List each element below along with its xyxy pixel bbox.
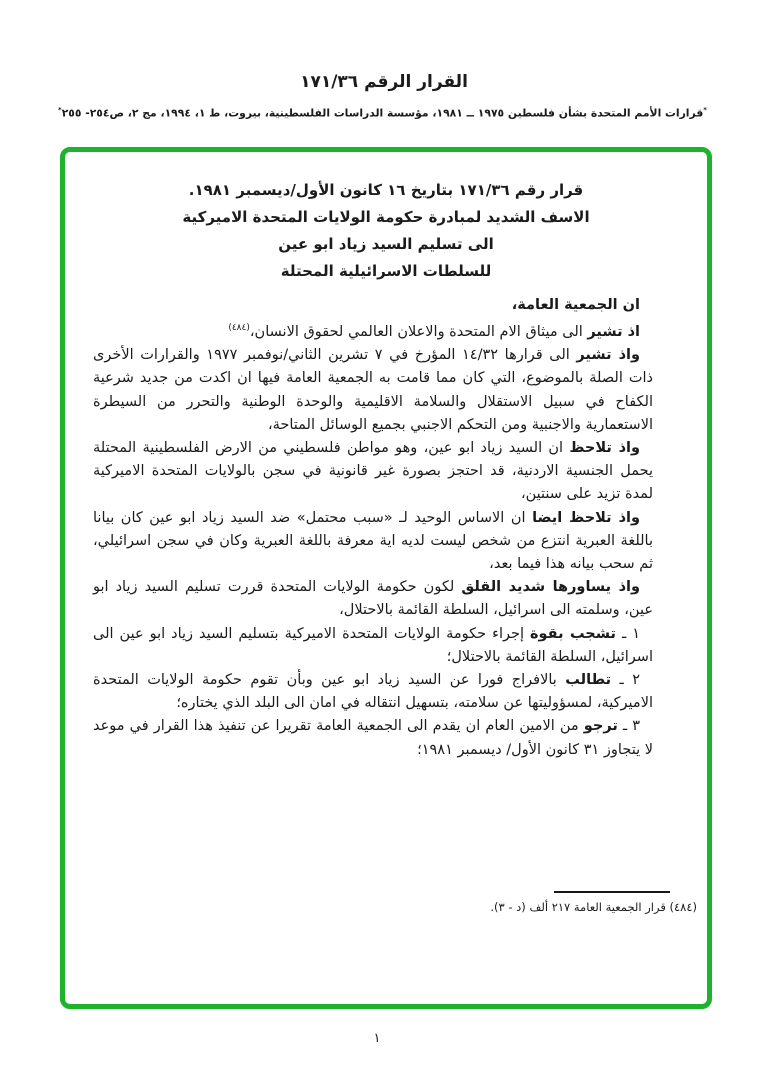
paragraph-lead: واذ تلاحظ ايضا (532, 509, 640, 526)
paragraph-lead: تشجب بقوة (529, 625, 616, 642)
resolution-body (65, 152, 707, 762)
paragraph-lead: ترجو (583, 718, 618, 735)
resolution-paragraph: واذ تلاحظ ان السيد زياد ابو عين، وهو مواطن فلسطيني من الارض الفلسطينية المحتلة يحمل الجنسية الاردنية، قد احتجز بصورة غير قانونية في سجن بالولايات المتحدة الاميركية لمدة تزيد على سنتين، (93, 440, 653, 503)
paragraph-lead: واذ تشير (576, 347, 640, 364)
item-number: ١ ـ (615, 625, 640, 642)
heading-line: قرار رقم ١٧١/٣٦ بتاريخ ١٦ كانون الأول/ديسمبر ١٩٨١. (188, 181, 584, 199)
page-number: ١ (373, 1031, 381, 1046)
citation-asterisk-end: * (58, 106, 62, 114)
footnote-divider (554, 891, 670, 893)
resolution-paragraph: واذ تلاحظ ايضا ان الاساس الوحيد لـ «سبب محتمل» ضد السيد زياد ابو عين كان بيانا باللغة العبرية انتزع من شخص ليست لديه اية معرفة باللغة العبرية وكان في سجن اسرائيلي، ثم سحب بيانه هذا فيما بعد، (93, 509, 653, 573)
resolution-paragraph (93, 294, 653, 317)
paragraph-lead: واذ يساورها شديد القلق (461, 579, 640, 596)
heading-line: الى تسليم السيد زياد ابو عين (278, 235, 494, 253)
citation-asterisk-start: * (703, 106, 707, 114)
source-citation (0, 106, 765, 120)
paragraph-lead: اذ تشير (587, 324, 640, 341)
resolution-paragraph: ٢ ـ تطالب بالافراج فورا عن السيد زياد ابو عين وبأن تقوم حكومة الولايات المتحدة الاميركية، لمسؤوليتها عن سلامته، بتسهيل انتقاله في امان الى البلد الذي يختاره؛ (93, 672, 653, 712)
heading-line: للسلطات الاسرائيلية المحتلة (280, 262, 492, 280)
resolution-paragraph: ٣ ـ ترجو من الامين العام ان يقدم الى الجمعية العامة تقريرا عن تنفيذ هذا القرار في موعد لا يتجاوز ٣١ كانون الأول/ ديسمبر ١٩٨١؛ (93, 718, 653, 758)
resolution-paragraph: واذ تشير الى قرارها ١٤/٣٢ المؤرخ في ٧ تشرين الثاني/نوفمبر ١٩٧٧ والقرارات الأخرى ذات الصلة بالموضوع، التي كان مما قامت به الجمعية العامة فيها ان اكدت من جديد شرعية الكفاح في سبيل الاستقلال والسلامة الاقليمية والوحدة الوطنية والتحرر من السيطرة الاستعمارية والاجنبية ومن التحكم الاجنبي بجميع الوسائل المتاحة، (93, 347, 653, 433)
source-citation-text: قرارات الأمم المتحدة بشأن فلسطين ١٩٧٥ ــ ١٩٨١، مؤسسة الدراسات الفلسطينية، بيروت، ط ١، ١٩٩٤، مج ٢، ص٢٥٤- ٢٥٥ (61, 106, 704, 120)
item-number: ٢ ـ (611, 672, 640, 689)
paragraph-lead: تطالب (565, 672, 612, 689)
resolution-paragraphs (93, 294, 653, 762)
paragraph-lead: ان الجمعية العامة، (511, 297, 640, 313)
resolution-paragraph: واذ يساورها شديد القلق لكون حكومة الولايات المتحدة قررت تسليم السيد زياد ابو عين، وسلمته الى اسرائيل، السلطة القائمة بالاحتلال، (93, 579, 653, 619)
resolution-paragraph: ١ ـ تشجب بقوة إجراء حكومة الولايات المتحدة الاميركية بتسليم السيد زياد ابو عين الى اسرائيل، السلطة القائمة بالاحتلال؛ (93, 625, 653, 665)
footnote: (٤٨٤) قرار الجمعية العامة ٢١٧ ألف (د - ٣). (490, 900, 697, 914)
item-number: ٣ ـ (617, 718, 641, 735)
heading-line: الاسف الشديد لمبادرة حكومة الولايات المتحدة الاميركية (182, 208, 590, 226)
footnote-reference: (٤٨٤) (228, 323, 250, 334)
resolution-paragraph: اذ تشير الى ميثاق الام المتحدة والاعلان العالمي لحقوق الانسان،$^{(٤٨٤)}$ (228, 323, 640, 341)
highlight-box (60, 147, 712, 1009)
paragraph-lead: واذ تلاحظ (569, 440, 641, 457)
page-title: القرار الرقم ١٧١/٣٦ (300, 72, 468, 92)
resolution-heading (93, 177, 679, 285)
